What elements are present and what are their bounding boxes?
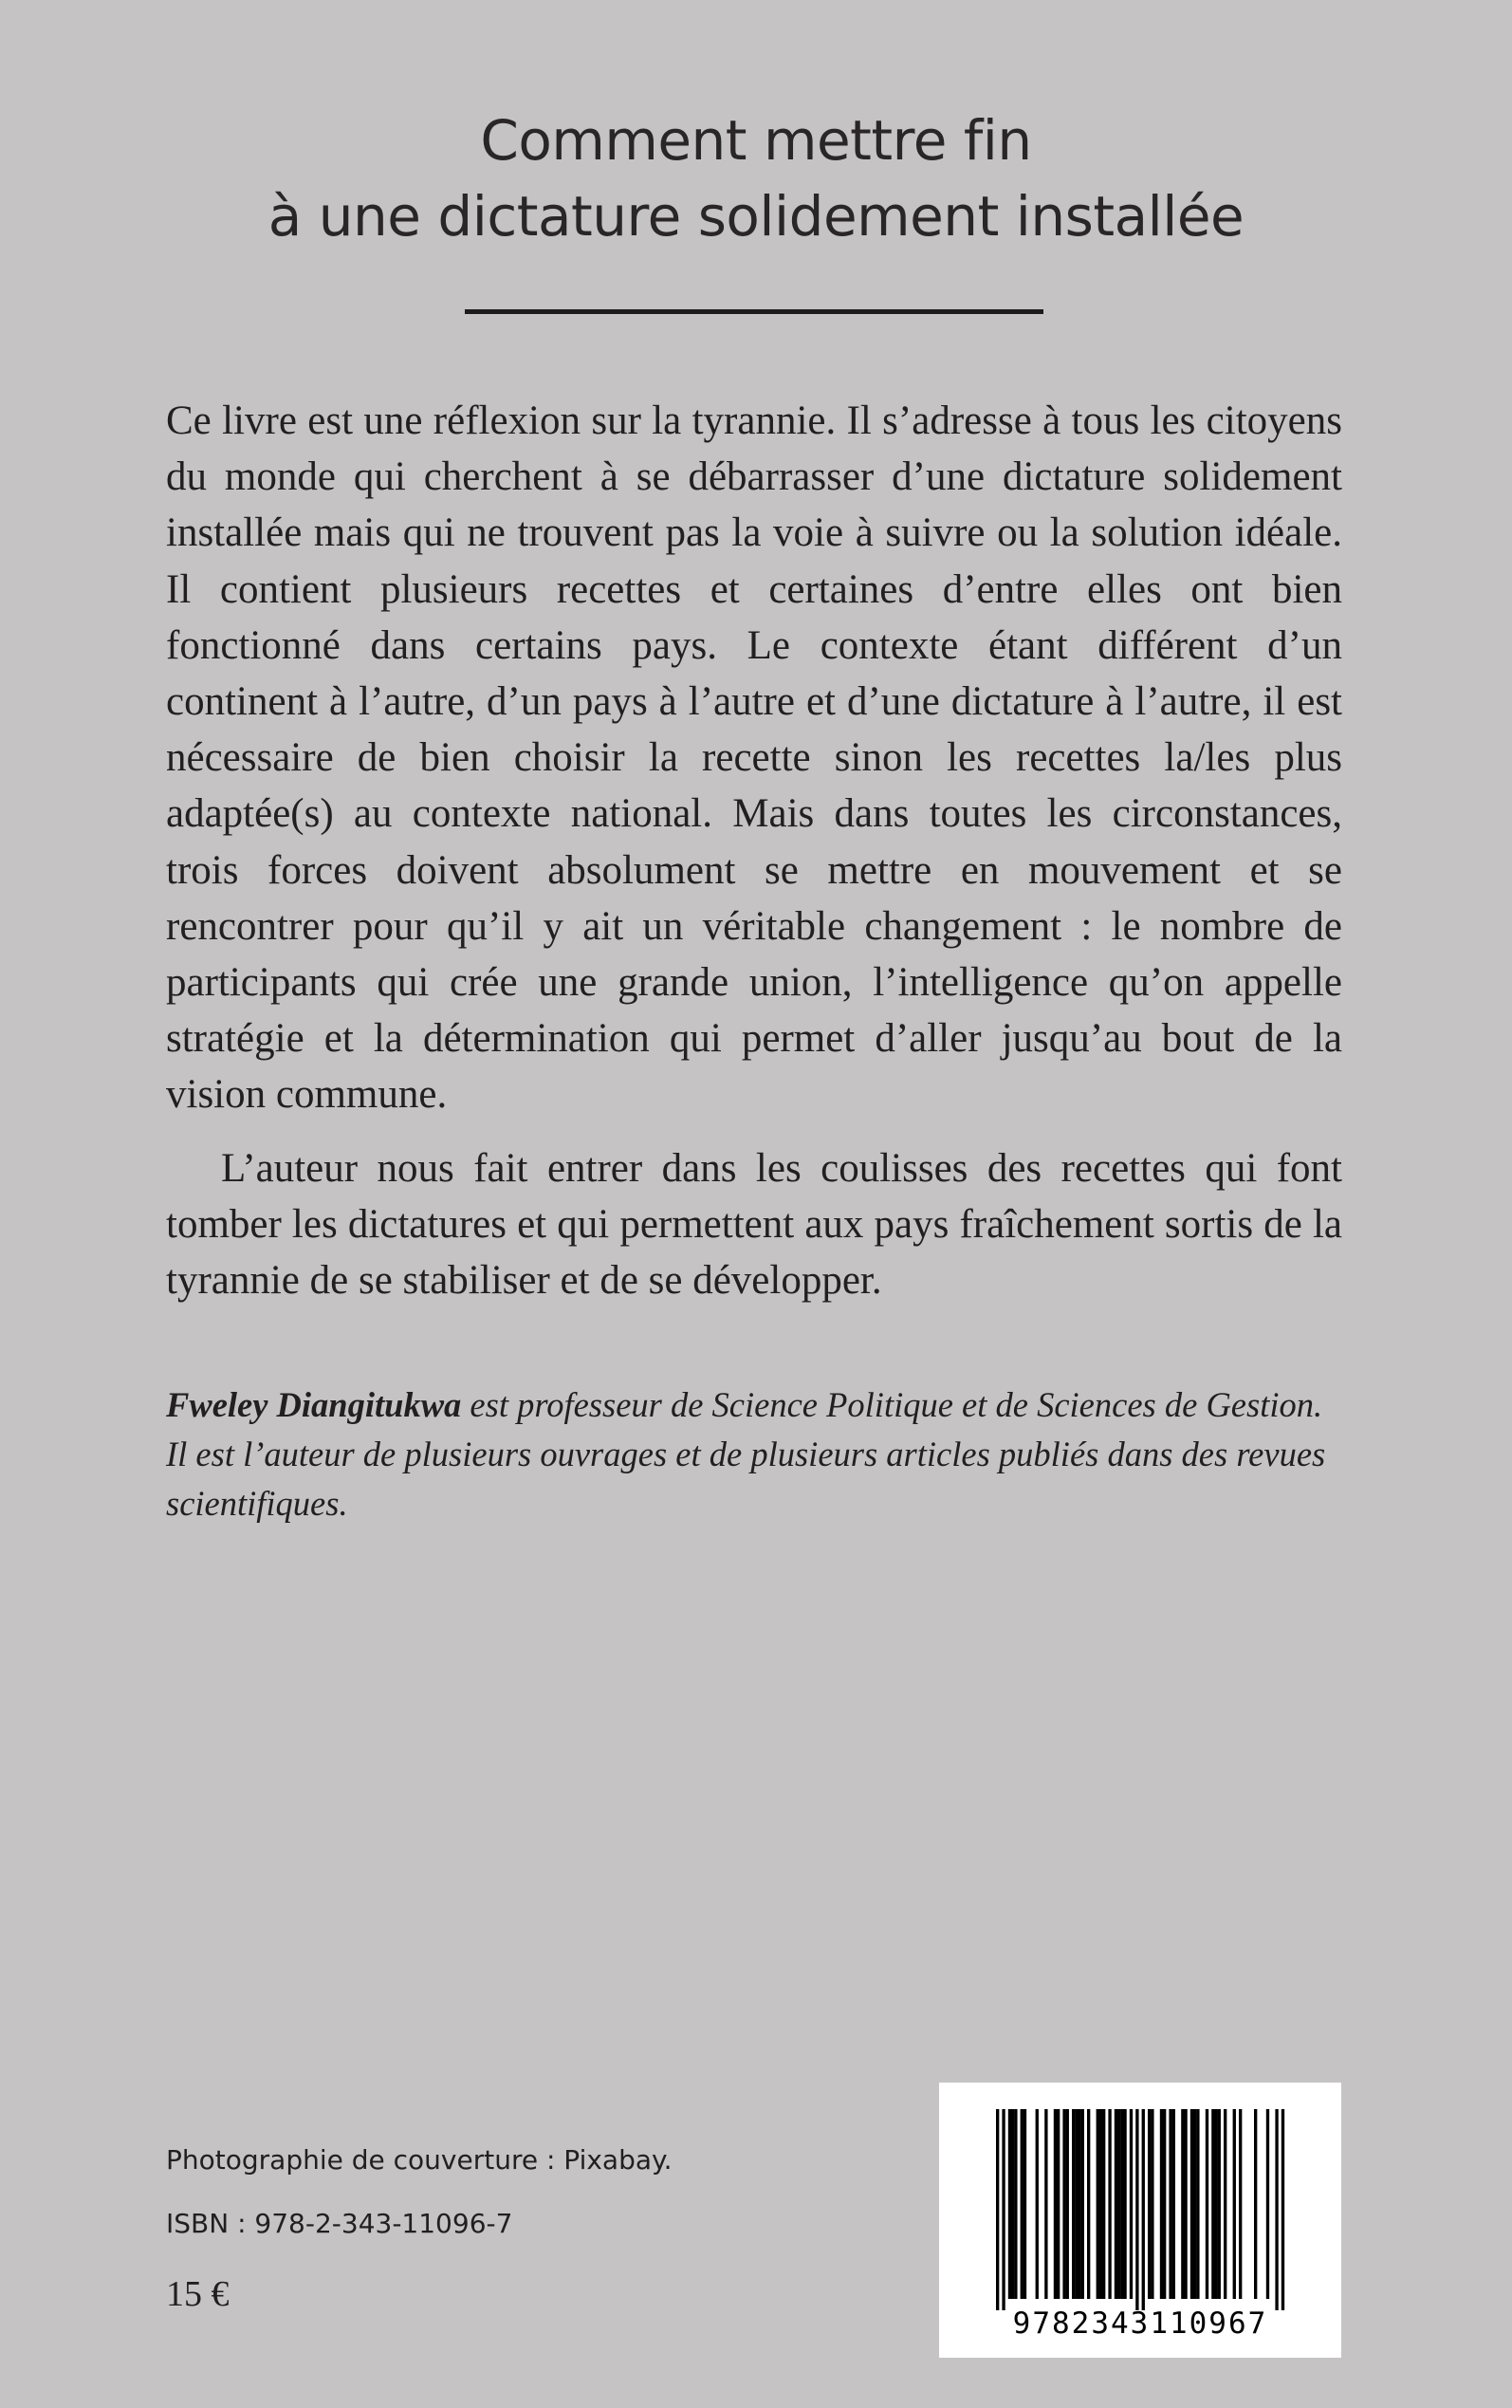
barcode-bar	[1142, 2109, 1145, 2310]
barcode-bar	[1233, 2109, 1236, 2299]
book-title	[0, 102, 1512, 254]
author-bio	[166, 1380, 1342, 1528]
title-line-1: Comment mettre fin	[480, 108, 1032, 173]
barcode-bar	[1218, 2109, 1221, 2299]
barcode-bar	[1193, 2109, 1196, 2299]
barcode-digits: 9782343110967	[1012, 2306, 1268, 2341]
barcode-bar	[1054, 2109, 1057, 2299]
photo-credit: Photographie de couverture : Pixabay.	[166, 2144, 673, 2176]
blurb-paragraph-1: Ce livre est une réflexion sur la tyrannie. Il s’adresse à tous les citoyens du monde qui cherchent à se débarrasser d’une dictature solidement installée mais qui ne trouvent pas la voie à suivre ou la solution idéale. Il contient plusieurs recettes et certaines d’entre elles ont bien fonctionné dans certains pays. Le contexte étant différent d’un continent à l’autre, d’un pays à l’autre et d’une dictature à l’autre, il est nécessaire de bien choisir la recette sinon les recettes la/les plus adaptée(s) au contexte national. Mais dans toutes les circonstances, trois forces doivent absolument se mettre en mouvement et se rencontrer pour qu’il y ait un véritable changement : le nombre de participants qui crée une grande union, l’intelligence qu’on appelle stratégie et la détermination qui permet d’aller jusqu’au bout de la vision commune.	[166, 398, 1342, 1118]
barcode-bar	[1102, 2109, 1105, 2299]
barcode-bar	[1282, 2109, 1284, 2310]
barcode-bar	[1169, 2109, 1171, 2299]
barcode-bar	[1117, 2109, 1120, 2299]
barcode-bar	[1211, 2109, 1214, 2299]
barcode-bar	[1239, 2109, 1242, 2299]
barcode-bar	[1066, 2109, 1069, 2299]
barcode-bar	[1206, 2109, 1208, 2299]
price: 15 €	[166, 2274, 230, 2314]
author-bio-text: est professeur de Science Politique et de Sciences de Gestion. Il est l’auteur de plusieurs ouvrages et de plusieurs articles publiés dans des revues scientifiques.	[166, 1385, 1326, 1523]
barcode-bar	[1190, 2109, 1193, 2299]
barcode	[939, 2083, 1341, 2358]
barcode-bar	[1224, 2109, 1226, 2299]
barcode-bar	[1078, 2109, 1080, 2299]
title-divider	[465, 309, 1043, 314]
barcode-bar	[1062, 2109, 1065, 2299]
barcode-bar	[1021, 2109, 1023, 2299]
barcode-bar	[1057, 2109, 1060, 2299]
barcode-bar	[1023, 2109, 1026, 2299]
barcode-bar	[1266, 2109, 1269, 2299]
barcode-bar	[1181, 2109, 1184, 2299]
barcode-bar	[1196, 2109, 1199, 2299]
barcode-bar	[1087, 2109, 1090, 2299]
blurb-paragraph-2: L’auteur nous fait entrer dans les coulisses des recettes qui font tomber les dictatures et qui permettent aux pays fraîchement sortis de la tyrannie de se stabiliser et de se développer.	[166, 1145, 1342, 1304]
isbn: ISBN : 978-2-343-11096-7	[166, 2208, 513, 2239]
barcode-bar	[1184, 2109, 1187, 2299]
barcode-bar	[1099, 2109, 1102, 2299]
barcode-bar	[996, 2109, 999, 2310]
barcode-bar	[1151, 2109, 1153, 2299]
barcode-bar	[1002, 2109, 1005, 2310]
barcode-bar	[1011, 2109, 1014, 2299]
barcode-bar	[1115, 2109, 1117, 2299]
barcode-bar	[1036, 2109, 1039, 2299]
barcode-bar	[1044, 2109, 1047, 2299]
barcode-bar	[1163, 2109, 1166, 2299]
barcode-bar	[1254, 2109, 1257, 2299]
barcode-bar	[1172, 2109, 1175, 2299]
barcode-bar	[1214, 2109, 1217, 2299]
barcode-bar	[1097, 2109, 1099, 2299]
barcode-bar	[1130, 2109, 1133, 2299]
barcode-bar	[1275, 2109, 1278, 2310]
barcode-bar	[1008, 2109, 1011, 2299]
author-name: Fweley Diangitukwa	[166, 1385, 462, 1424]
barcode-bar	[1075, 2109, 1078, 2299]
barcode-bars	[939, 2083, 1341, 2310]
barcode-bar	[1123, 2109, 1126, 2299]
barcode-bar	[1148, 2109, 1151, 2299]
barcode-bar	[1108, 2109, 1111, 2299]
barcode-bar	[1135, 2109, 1138, 2310]
barcode-bar	[1072, 2109, 1075, 2299]
barcode-bar	[1160, 2109, 1163, 2299]
blurb	[166, 393, 1342, 1308]
barcode-bar	[1081, 2109, 1084, 2299]
barcode-bar	[1120, 2109, 1123, 2299]
title-line-2: à une dictature solidement installée	[267, 184, 1245, 249]
barcode-bar	[1014, 2109, 1017, 2299]
